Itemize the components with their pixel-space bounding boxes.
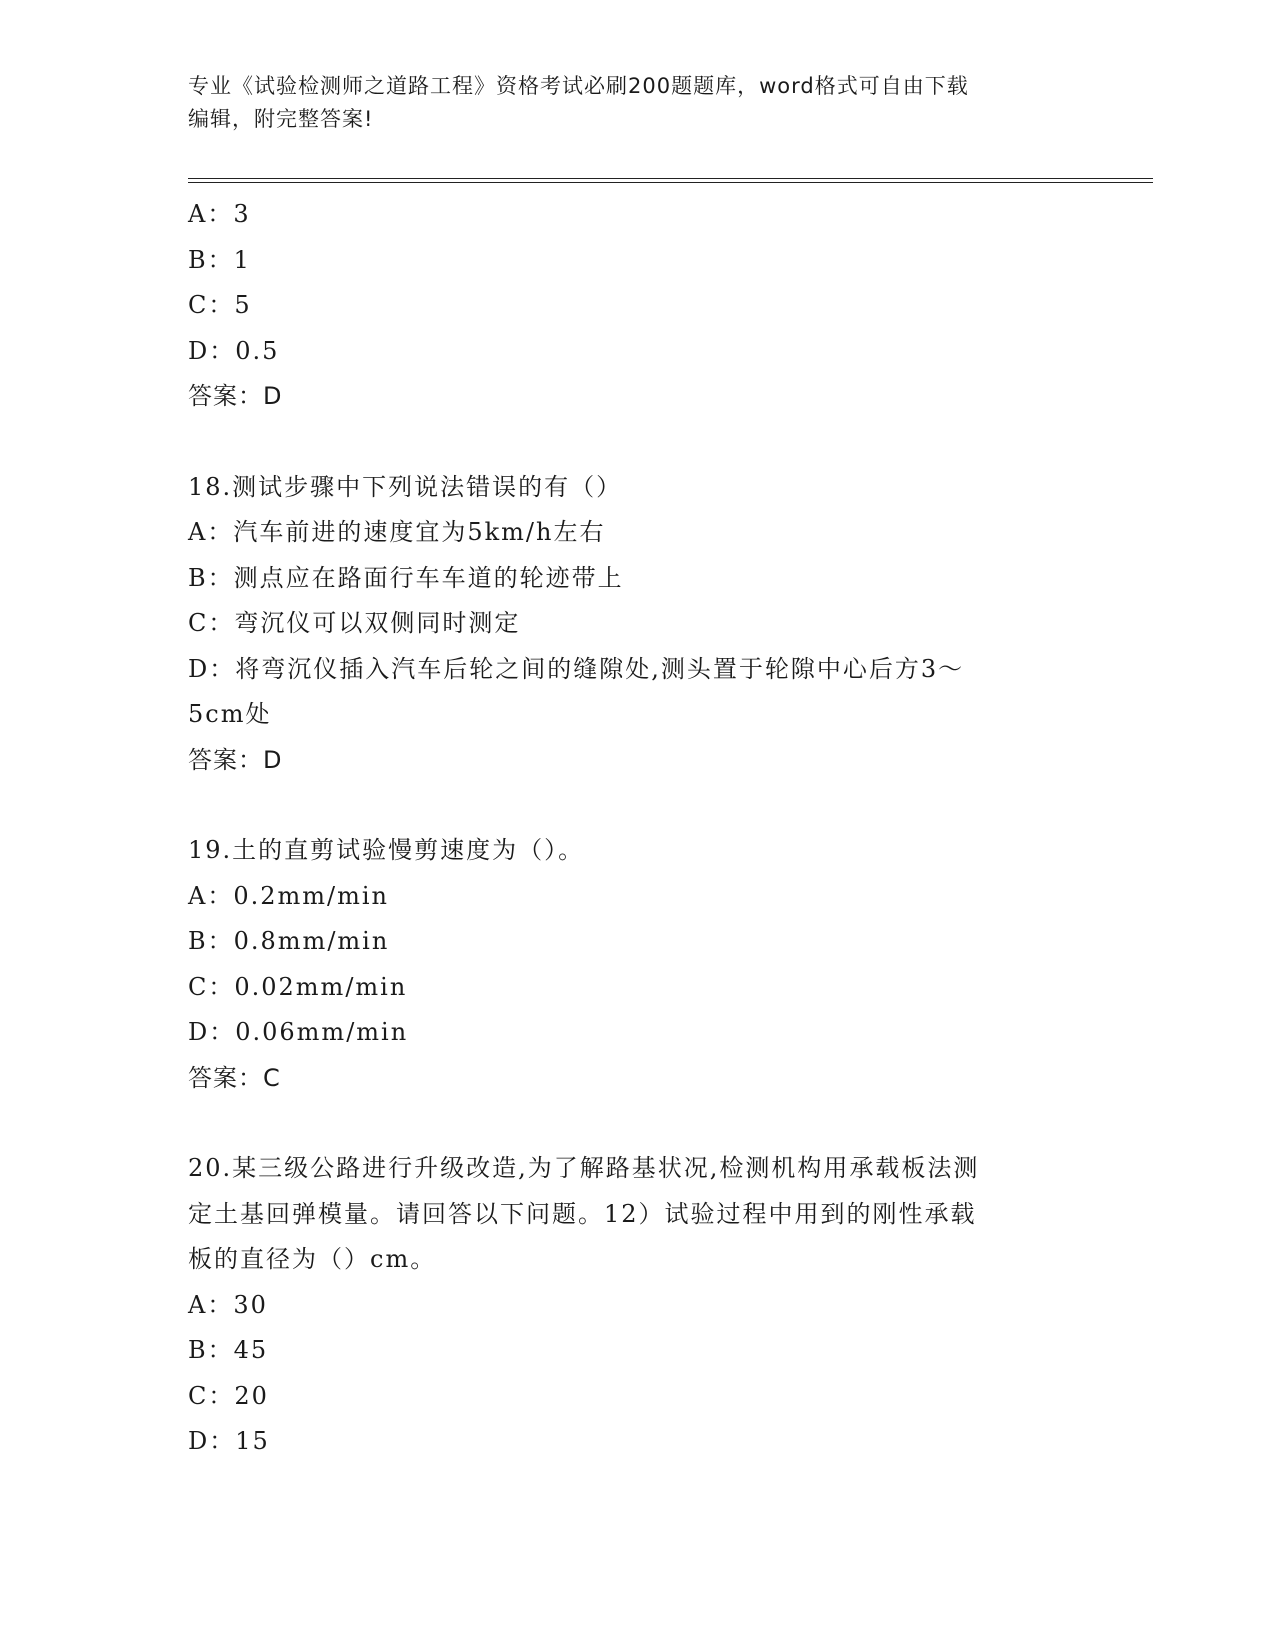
option-b: B：测点应在路面行车车道的轮迹带上 [188,563,624,592]
question-text: 18.测试步骤中下列说法错误的有（） [188,472,623,501]
option-c: C：0.02mm/min [188,972,408,1001]
question-18-block [188,465,1088,784]
document-header [188,70,1068,136]
question-20-block [188,1146,1088,1465]
question-text: 19.土的直剪试验慢剪速度为（）。 [188,836,585,864]
option-a: A：30 [188,1290,268,1319]
option-b: B：1 [188,245,251,274]
question-list [188,192,1088,1465]
answer-line: 答案：C [188,1063,281,1092]
option-c: C：5 [188,291,252,319]
option-b: B：0.8mm/min [188,927,390,955]
question-17-block [188,192,1088,420]
header-line-1: 专业《试验检测师之道路工程》资格考试必刷200题题库，word格式可自由下载 [188,74,969,98]
header-divider-top [188,178,1153,179]
option-d: D：将弯沉仪插入汽车后轮之间的缝隙处,测头置于轮隙中心后方3～ [188,654,965,683]
option-d: D：0.5 [188,336,280,365]
answer-line: 答案：D [188,745,283,774]
question-text-line-1: 20.某三级公路进行升级改造,为了解路基状况,检测机构用承载板法测 [188,1154,980,1182]
option-d: D：15 [188,1427,270,1455]
spacer [188,783,1088,828]
option-a: A：0.2mm/min [188,881,389,910]
spacer [188,1101,1088,1146]
question-19-block [188,828,1088,1101]
question-text-line-3: 板的直径为（）cm。 [188,1245,437,1273]
header-line-2: 编辑，附完整答案! [188,107,374,131]
option-a: A：3 [188,200,251,228]
answer-line: 答案：D [188,382,283,410]
question-text-line-2: 定土基回弹模量。请回答以下问题。12）试验过程中用到的刚性承载 [188,1199,977,1228]
option-d: D：0.06mm/min [188,1018,409,1046]
option-c: C：弯沉仪可以双侧同时测定 [188,609,521,637]
option-c: C：20 [188,1381,269,1410]
option-b: B：45 [188,1336,269,1364]
option-a: A：汽车前进的速度宜为5km/h左右 [188,518,606,546]
spacer [188,420,1088,465]
header-divider-bottom [188,182,1153,183]
option-d-continued: 5cm处 [188,700,272,728]
